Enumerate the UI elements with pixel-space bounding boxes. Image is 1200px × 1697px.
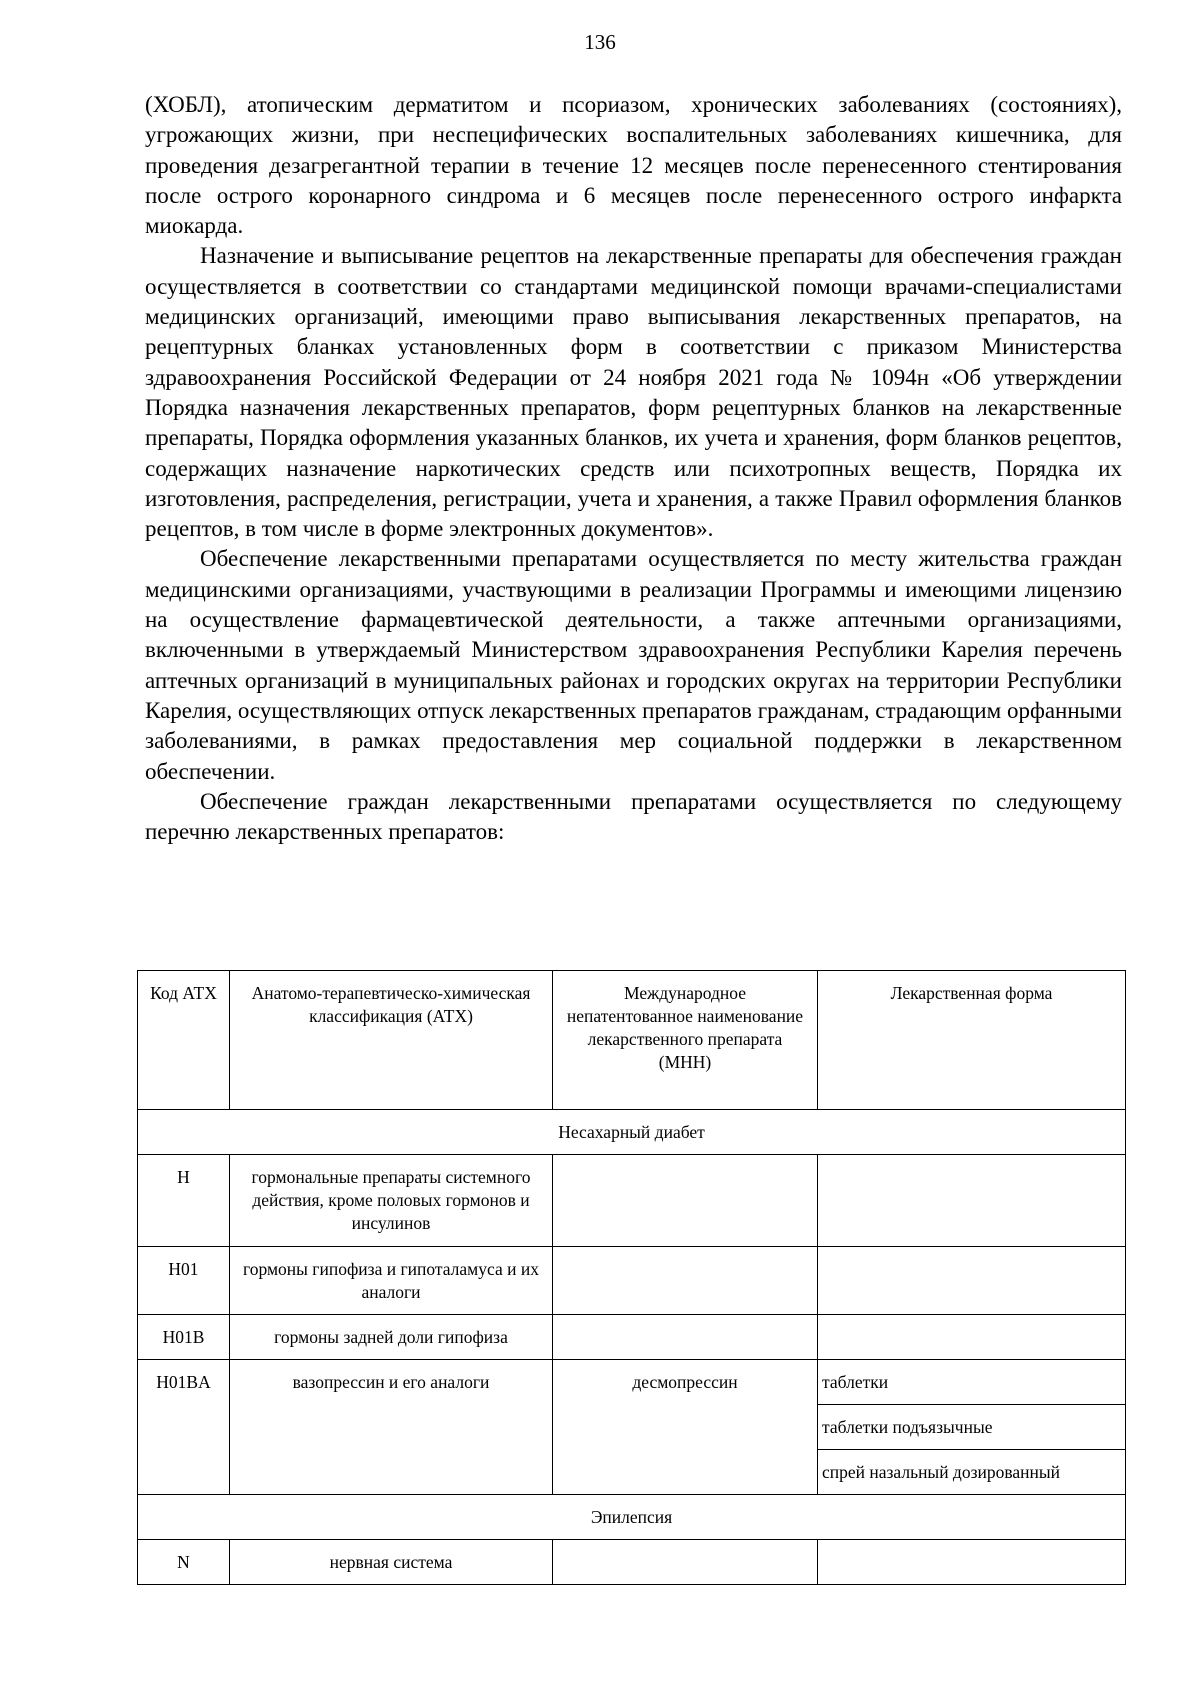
paragraph-list-intro: Обеспечение граждан лекарственными препаратами осуществляется по следующему перечню лекарственных препаратов:: [145, 788, 1122, 845]
form-cell: [818, 1540, 1126, 1585]
section-row: [138, 1495, 1126, 1540]
inn-cell: [553, 1540, 818, 1585]
form-cell: таблетки подъязычные: [818, 1405, 1126, 1450]
form-cell: таблетки: [818, 1360, 1126, 1405]
inn-cell: [553, 1315, 818, 1360]
atc-code: H01BA: [138, 1360, 230, 1495]
drug-list-table: [137, 970, 1126, 1585]
atc-name: гормональные препараты системного действия, кроме половых гормонов и инсулинов: [230, 1155, 553, 1247]
inn-cell: [553, 1155, 818, 1247]
section-title-diabetes: Несахарный диабет: [138, 1110, 1126, 1155]
atc-name: нервная система: [230, 1540, 553, 1585]
atc-name: гормоны гипофиза и гипоталамуса и их аналоги: [230, 1247, 553, 1315]
page-number: 136: [584, 30, 616, 54]
table-header-row: [138, 971, 1126, 1110]
body-text: [145, 90, 1122, 847]
paragraph-prescriptions: Назначение и выписывание рецептов на лекарственные препараты для обеспечения граждан осуществляется в соответствии со стандартами медицинской помощи врачами-специалистами медицинских организаций, имеющими право выписывания лекарственных препаратов, на рецептурных бланках установленных форм в соответствии с приказом Министерства здравоохранения Российской Федерации от 24 ноября 2021 года № 1094н «Об утверждении Порядка назначения лекарственных препаратов, форм рецептурных бланков на лекарственные препараты, Порядка оформления указанных бланков, их учета и хранения, форм бланков рецептов, содержащих назначение наркотических средств или психотропных веществ, Порядка их изготовления, распределения, регистрации, учета и хранения, а также Правил оформления бланков рецептов, в том числе в форме электронных документов».: [145, 243, 1122, 542]
table-row: [138, 1155, 1126, 1247]
form-cell: [818, 1247, 1126, 1315]
atc-name: вазопрессин и его аналоги: [230, 1360, 553, 1495]
atc-code: H01B: [138, 1315, 230, 1360]
section-title-epilepsy: Эпилепсия: [138, 1495, 1126, 1540]
atc-code: H01: [138, 1247, 230, 1315]
form-cell: [818, 1315, 1126, 1360]
atc-name: гормоны задней доли гипофиза: [230, 1315, 553, 1360]
atc-code: H: [138, 1155, 230, 1247]
header-form: Лекарственная форма: [818, 971, 1126, 1110]
paragraph-continuation: (ХОБЛ), атопическим дерматитом и псориазом, хронических заболеваниях (состояниях), угрожающих жизни, при неспецифических воспалительных заболеваниях кишечника, для проведения дезагрегантной терапии в течение 12 месяцев после перенесенного стентирования после острого коронарного синдрома и 6 месяцев после перенесенного острого инфаркта миокарда.: [145, 92, 1122, 239]
atc-code: N: [138, 1540, 230, 1585]
form-cell: спрей назальный дозированный: [818, 1450, 1126, 1495]
form-cell: [818, 1155, 1126, 1247]
inn-cell: десмопрессин: [553, 1360, 818, 1495]
header-code: Код АТХ: [138, 971, 230, 1110]
table-row: [138, 1315, 1126, 1360]
header-inn: Международное непатентованное наименование лекарственного препарата (МНН): [553, 971, 818, 1110]
inn-cell: [553, 1247, 818, 1315]
table-row: [138, 1247, 1126, 1315]
table-row: [138, 1360, 1126, 1405]
paragraph-supply: Обеспечение лекарственными препаратами осуществляется по месту жительства граждан медицинскими организациями, участвующими в реализации Программы и имеющими лицензию на осуществление фармацевтической деятельности, а также аптечными организациями, включенными в утверждаемый Министерством здравоохранения Республики Карелия перечень аптечных организаций в муниципальных районах и городских округах на территории Республики Карелия, осуществляющих отпуск лекарственных препаратов гражданам, страдающим орфанными заболеваниями, в рамках предоставления мер социальной поддержки в лекарственном обеспечении.: [145, 546, 1122, 784]
section-row: [138, 1110, 1126, 1155]
table-row: [138, 1540, 1126, 1585]
header-classification: Анатомо-терапевтическо-химическая классификация (АТХ): [230, 971, 553, 1110]
